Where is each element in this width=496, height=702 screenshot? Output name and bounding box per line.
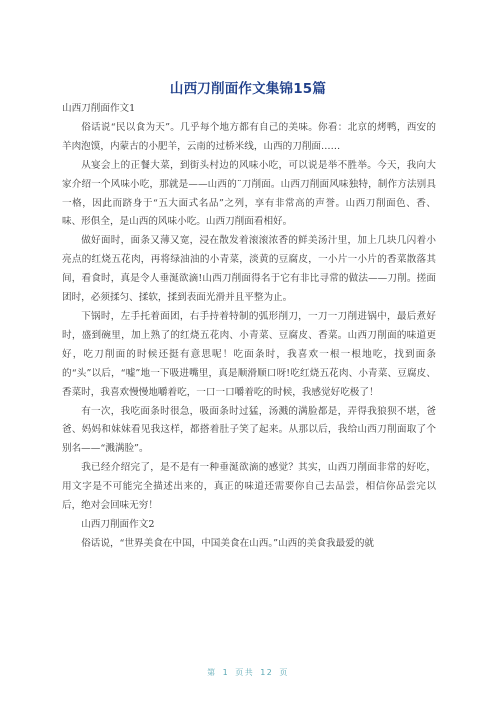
document-body <box>62 100 436 554</box>
footer-page-end: 页 <box>279 668 289 677</box>
body-paragraph: 我已经介绍完了，是不是有一种垂涎欲滴的感觉？其实，山西刀削面非常的好吃，用文字是不可能完全描述出来的，真正的味道还需要你自己去品尝，相信你品尝完以后，绝对会回味无穷！ <box>62 462 436 512</box>
footer-page-mid: 页共 <box>235 668 255 677</box>
footer-page-current: 1 <box>222 668 230 677</box>
footer-page-total: 12 <box>260 668 274 677</box>
body-paragraph: 俗话说“民以食为天”。几乎每个地方都有自己的美味。你看：北京的烤鸭，西安的羊肉泡馍，内蒙古的小肥羊，云南的过桥米线，山西的刀削面…… <box>62 121 436 152</box>
body-paragraph: 俗话说，“世界美食在中国，中国美食在山西。”山西的美食我最爱的就 <box>81 537 375 549</box>
body-paragraph: 有一次，我吃面条时很急，吸面条时过猛，汤溅的满脸都是，弄得我狼狈不堪，爸爸、妈妈和妹妹看见我这样，都搭着肚子笑了起来。从那以后，我给山西刀削面取了个别名——“溅满脸”。 <box>62 405 436 455</box>
section-heading: 山西刀削面作文2 <box>81 518 155 530</box>
body-paragraph: 下锅时，左手托着面团，右手持着特制的弧形削刀，一刀一刀削进锅中，最后煮好时，盛到碗里，加上熟了的红烧五花肉、小青菜、豆腐皮、香菜。山西刀削面的味道更好，吃刀削面的时候还挺有意思呢！吃面条时，我喜欢一根一根地吃，找到面条的“头”以后，“嘘”地一下吸进嘴里，真是顺滑顺口呀!吃红烧五花肉、小青菜、豆腐皮、香菜时，我喜欢慢慢地嚼着吃，一口一口嚼着吃的时候，我感觉好吃极了！ <box>62 310 436 398</box>
document-title: 山西刀削面作文集锦15篇 <box>169 81 327 97</box>
footer-page-label: 第 <box>207 668 217 677</box>
body-paragraph: 从宴会上的正餐大菜，到街头村边的风味小吃，可以说是举不胜举。今天，我向大家介绍一个风味小吃，那就是——山西的¨刀削面。山西刀削面风味独特，制作方法别具一格，因此而跻身于“五大面式名品”之列，享有非常高的声誉。山西刀削面色、香、味、形俱全，是山西的风味小吃。山西刀削面看相好。 <box>62 159 436 228</box>
page-footer <box>0 667 496 678</box>
section-heading: 山西刀削面作文1 <box>62 103 136 114</box>
body-paragraph: 做好面时，面条又薄又宽，浸在散发着滚滚浓香的鲜美汤汁里，加上几块几闪着小亮点的红烧五花肉，再将绿油油的小青菜，淡黄的豆腐皮，一小片一小片的香菜散落其间，看食时，真是令人垂涎欲滴!山西刀削面得名于它有非比寻常的做法——刀削。搓面团时，必须揉匀、揉软，揉到表面光滑并且平整为止。 <box>62 235 436 304</box>
